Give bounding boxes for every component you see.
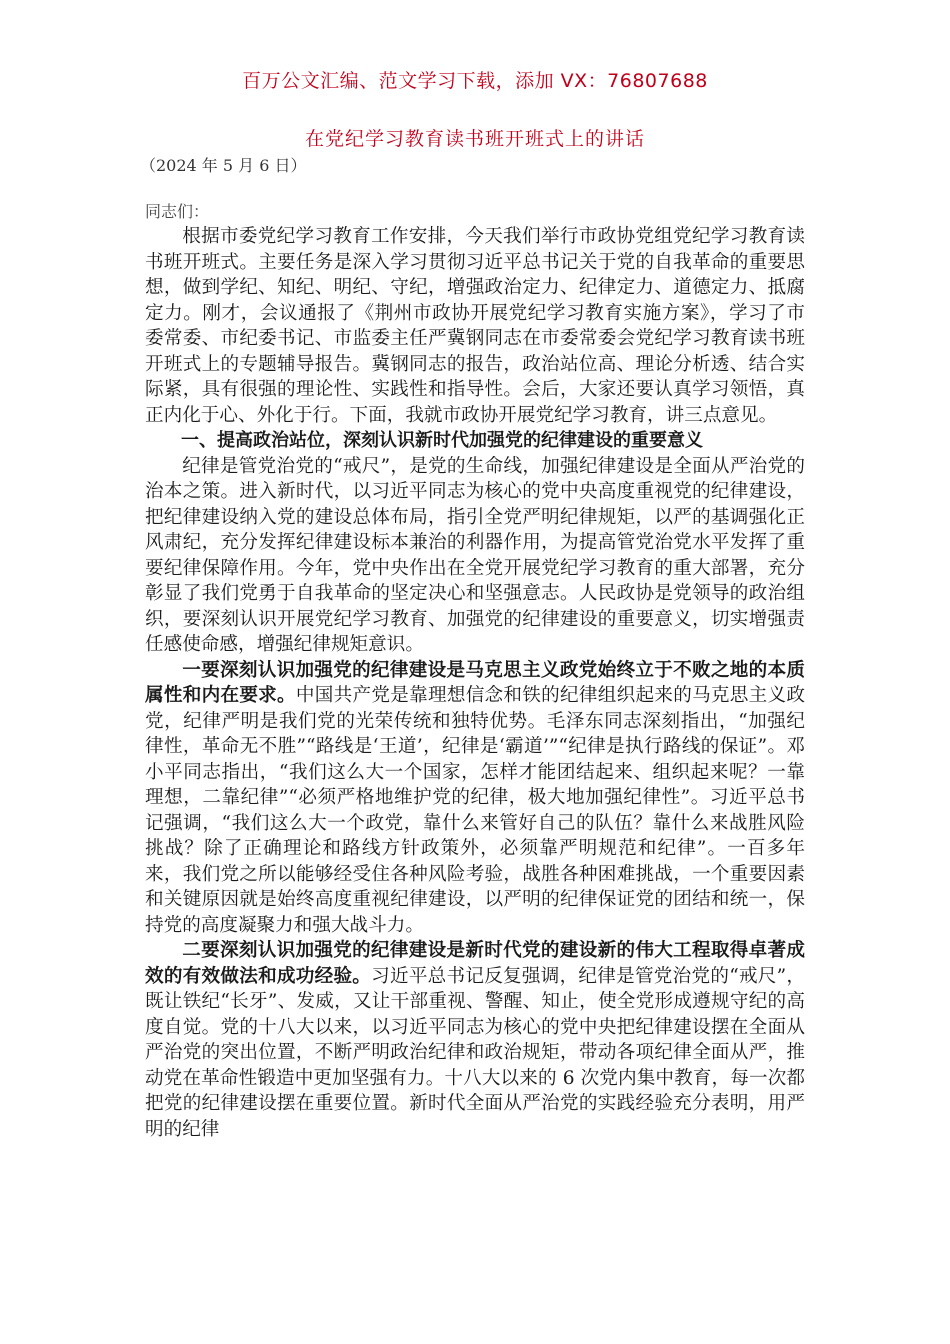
document-body bbox=[145, 200, 805, 1142]
point-2-lead: 二要深刻认识加强党的纪律建设是新时代党的建设新的伟大工程取得卓著成效的有效做法和成功经验。 bbox=[145, 940, 805, 987]
salutation: 同志们： bbox=[145, 202, 210, 221]
document-date: （2024 年 5 月 6 日） bbox=[140, 156, 307, 175]
point-2-body: 习近平总书记反复强调，纪律是管党治党的“戒尺”，既让铁纪“长牙”、发威，又让干部重视、警醒、知止，使全党形成遵规守纪的高度自觉。党的十八大以来，以习近平同志为核心的党中央把纪律建设摆在全面从严治党的突出位置，不断严明政治纪律和政治规矩，带动各项纪律全面从严，推动党在革命性锻造中更加坚强有力。十八大以来的 6 次党内集中教育，每一次都把党的纪律建设摆在重要位置。新时代全面从严治党的实践经验充分表明，用严明的纪律 bbox=[145, 965, 805, 1140]
intro-paragraph: 根据市委党纪学习教育工作安排，今天我们举行市政协党组党纪学习教育读书班开班式。主要任务是深入学习贯彻习近平总书记关于党的自我革命的重要思想，做到学纪、知纪、明纪、守纪，增强政治定力、纪律定力、道德定力、抵腐定力。刚才，会议通报了《荆州市政协开展党纪学习教育实施方案》，学习了市委常委、市纪委书记、市监委主任严冀钢同志在市委常委会党纪学习教育读书班开班式上的专题辅导报告。冀钢同志的报告，政治站位高、理论分析透、结合实际紧，具有很强的理论性、实践性和指导性。会后，大家还要认真学习领悟，真正内化于心、外化于行。下面，我就市政协开展党纪学习教育，讲三点意见。 bbox=[145, 226, 805, 426]
point-1-paragraph bbox=[145, 658, 805, 939]
section-1-paragraph: 纪律是管党治党的“戒尺”，是党的生命线，加强纪律建设是全面从严治党的治本之策。进入新时代，以习近平同志为核心的党中央高度重视党的纪律建设，把纪律建设纳入党的建设总体布局，指引全党严明纪律规矩，以严的基调强化正风肃纪，充分发挥纪律建设标本兼治的利器作用，为提高管党治党水平发挥了重要纪律保障作用。今年，党中央作出在全党开展党纪学习教育的重大部署，充分彰显了我们党勇于自我革命的坚定决心和坚强意志。人民政协是党领导的政治组织，要深刻认识开展党纪学习教育、加强党的纪律建设的重要意义，切实增强责任感使命感，增强纪律规矩意识。 bbox=[145, 455, 805, 655]
section-1-heading: 一、提高政治站位，深刻认识新时代加强党的纪律建设的重要意义 bbox=[181, 430, 703, 451]
point-1-lead: 一要深刻认识加强党的纪律建设是马克思主义政党始终立于不败之地的本质属性和内在要求。 bbox=[145, 659, 805, 706]
point-2-paragraph bbox=[145, 938, 805, 1142]
point-1-body: 中国共产党是靠理想信念和铁的纪律组织起来的马克思主义政党，纪律严明是我们党的光荣传统和独特优势。毛泽东同志深刻指出，“加强纪律性，革命无不胜”“路线是‘王道’，纪律是‘霸道’”“纪律是执行路线的保证”。邓小平同志指出，“我们这么大一个国家，怎样才能团结起来、组织起来呢？一靠理想，二靠纪律”“必须严格地维护党的纪律，极大地加强纪律性”。习近平总书记强调，“我们这么大一个政党，靠什么来管好自己的队伍？靠什么来战胜风险挑战？除了正确理论和路线方针政策外，必须靠严明规范和纪律”。一百多年来，我们党之所以能够经受住各种风险考验，战胜各种困难挑战，一个重要因素和关键原因就是始终高度重视纪律建设，以严明的纪律保证党的团结和统一，保持党的高度凝聚力和强大战斗力。 bbox=[145, 685, 805, 936]
watermark-banner: 百万公文汇编、范文学习下载，添加 VX：76807688 bbox=[242, 70, 708, 92]
document-title: 在党纪学习教育读书班开班式上的讲话 bbox=[304, 128, 645, 150]
